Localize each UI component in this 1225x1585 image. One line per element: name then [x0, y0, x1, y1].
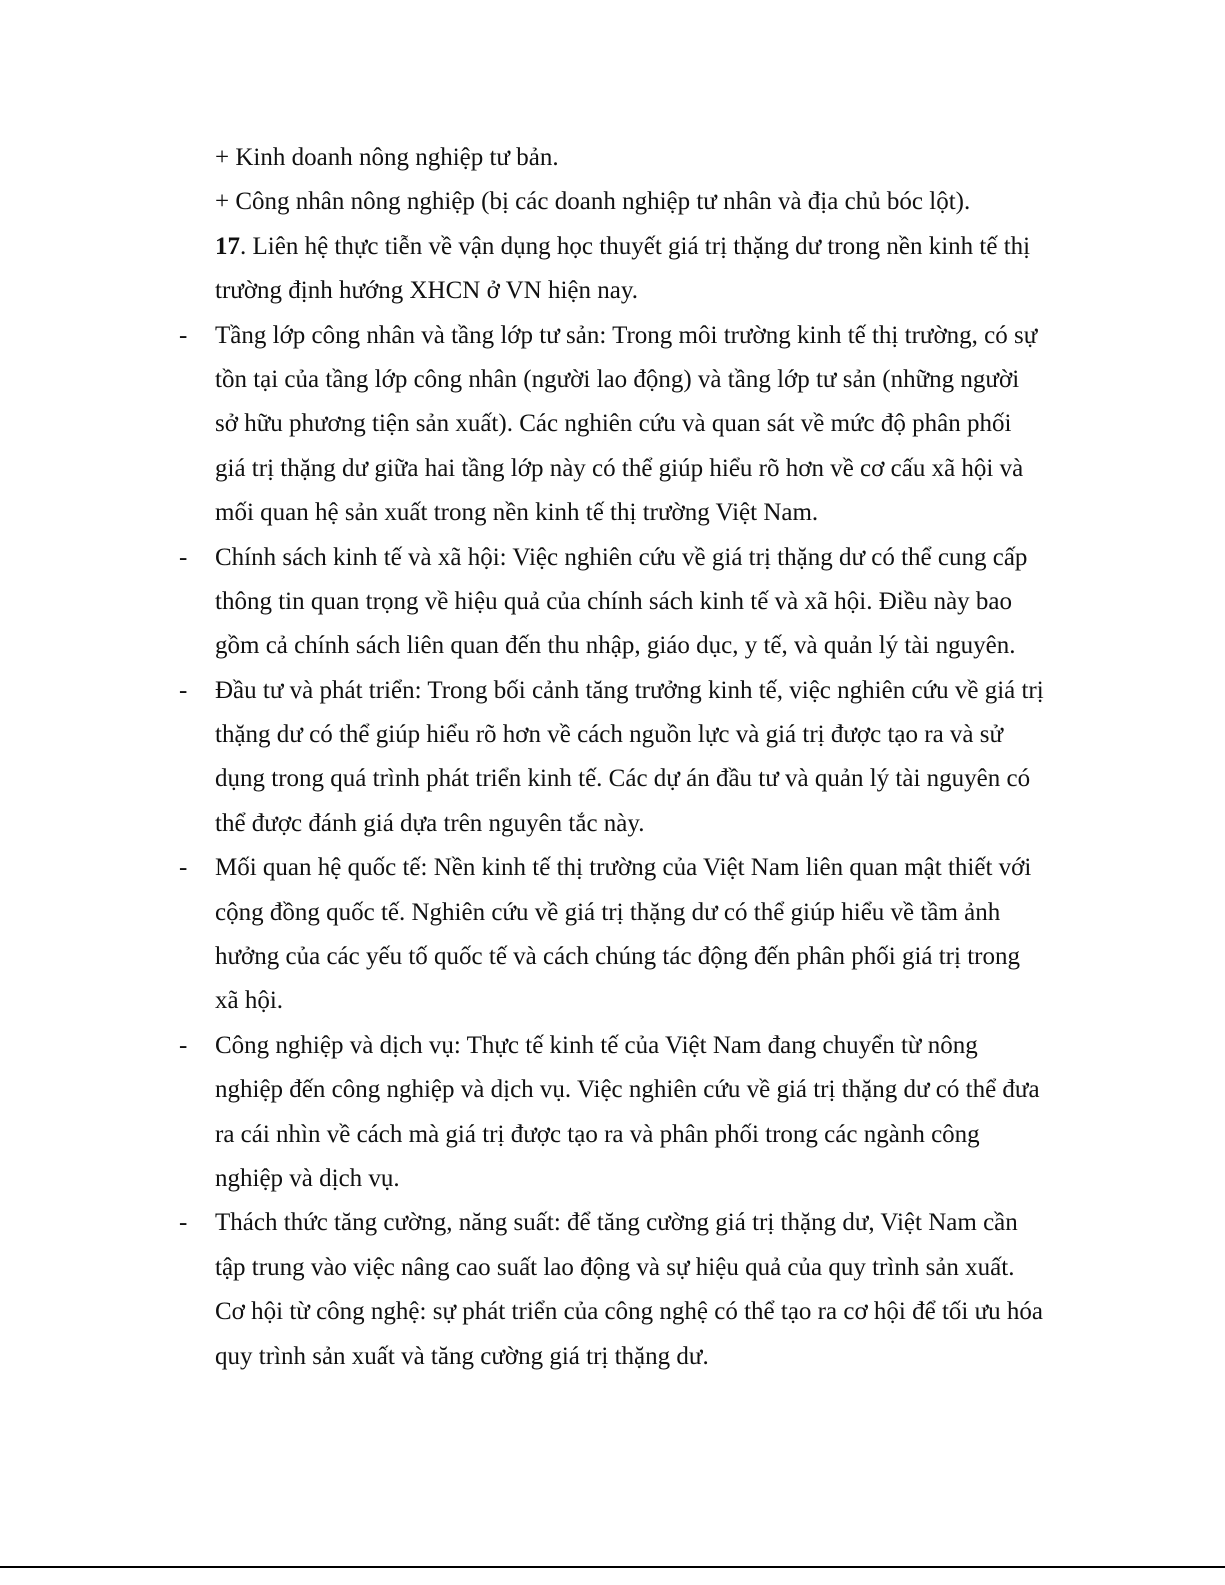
- bullet-item-international: [179, 846, 1075, 1024]
- bullet-dash: -: [179, 543, 188, 571]
- bullet-line: sở hữu phương tiện sản xuất). Các nghiên cứu và quan sát về mức độ phân phối: [215, 410, 1012, 438]
- bullet-dash: -: [179, 1209, 188, 1237]
- bullet-line: nghiệp và dịch vụ.: [215, 1164, 400, 1192]
- bullet-item-investment: [179, 669, 1075, 847]
- bullet-line: gồm cả chính sách liên quan đến thu nhập, giáo dục, y tế, và quản lý tài nguyên.: [215, 632, 1016, 660]
- bullet-line: dụng trong quá trình phát triển kinh tế. Các dự án đầu tư và quản lý tài nguyên có: [215, 765, 1031, 793]
- bullet-line: hưởng của các yếu tố quốc tế và cách chúng tác động đến phân phối giá trị trong: [215, 943, 1020, 971]
- bullet-item-industry-services: [179, 1024, 1075, 1202]
- bullet-line: quy trình sản xuất và tăng cường giá trị thặng dư.: [215, 1342, 709, 1370]
- bullet-line: tồn tại của tầng lớp công nhân (người lao động) và tầng lớp tư sản (những người: [215, 365, 1020, 393]
- intro-line: + Công nhân nông nghiệp (bị các doanh nghiệp tư nhân và địa chủ bóc lột).: [215, 188, 971, 216]
- bullet-line: Công nghiệp và dịch vụ: Thực tế kinh tế của Việt Nam đang chuyển từ nông: [215, 1031, 978, 1059]
- section-heading: [215, 225, 1075, 314]
- bullet-line: mối quan hệ sản xuất trong nền kinh tế thị trường Việt Nam.: [215, 499, 819, 527]
- bullet-line: thể được đánh giá dựa trên nguyên tắc này.: [215, 809, 645, 837]
- document-body: [179, 136, 1075, 1379]
- bullet-dash: -: [179, 321, 188, 349]
- bullet-line: thông tin quan trọng về hiệu quả của chính sách kinh tế và xã hội. Điều này bao: [215, 587, 1013, 615]
- bullet-dash: -: [179, 854, 188, 882]
- bullet-line: tập trung vào việc nâng cao suất lao động và sự hiệu quả của quy trình sản xuất.: [215, 1253, 1015, 1281]
- bullet-line: Tầng lớp công nhân và tầng lớp tư sản: Trong môi trường kinh tế thị trường, có sự: [215, 321, 1038, 349]
- bullet-item-productivity: [179, 1201, 1075, 1379]
- intro-line: + Kinh doanh nông nghiệp tư bản.: [215, 144, 559, 171]
- bullet-line: xã hội.: [215, 987, 284, 1015]
- bullet-line: Mối quan hệ quốc tế: Nền kinh tế thị trường của Việt Nam liên quan mật thiết với: [215, 854, 1032, 882]
- bullet-line: Thách thức tăng cường, năng suất: để tăng cường giá trị thặng dư, Việt Nam cần: [215, 1209, 1018, 1237]
- heading-line: [215, 225, 1075, 269]
- bullet-line: nghiệp đến công nghiệp và dịch vụ. Việc nghiên cứu về giá trị thặng dư có thể đưa: [215, 1076, 1040, 1104]
- bullet-item-policy: [179, 536, 1075, 669]
- bullet-line: Đầu tư và phát triển: Trong bối cảnh tăng trưởng kinh tế, việc nghiên cứu về giá trị: [215, 676, 1044, 704]
- bullet-dash: -: [179, 676, 188, 704]
- heading-text: . Liên hệ thực tiễn về vận dụng học thuyết giá trị thặng dư trong nền kinh tế thị: [240, 232, 1031, 260]
- bullet-item-class-structure: [179, 314, 1075, 536]
- page-bottom-rule: [0, 1566, 1225, 1568]
- bullet-line: cộng đồng quốc tế. Nghiên cứu về giá trị thặng dư có thể giúp hiểu về tầm ảnh: [215, 898, 1001, 926]
- bullet-line: thặng dư có thể giúp hiểu rõ hơn về cách nguồn lực và giá trị được tạo ra và sử: [215, 721, 1004, 749]
- bullet-dash: -: [179, 1031, 188, 1059]
- heading-line: trường định hướng XHCN ở VN hiện nay.: [215, 277, 638, 305]
- bullet-line: ra cái nhìn về cách mà giá trị được tạo ra và phân phối trong các ngành công: [215, 1120, 980, 1148]
- bullet-line: Chính sách kinh tế và xã hội: Việc nghiên cứu về giá trị thặng dư có thể cung cấp: [215, 543, 1028, 571]
- bullet-line: Cơ hội từ công nghệ: sự phát triển của công nghệ có thể tạo ra cơ hội để tối ưu hóa: [215, 1298, 1043, 1326]
- bullet-line: giá trị thặng dư giữa hai tầng lớp này có thể giúp hiểu rõ hơn về cơ cấu xã hội và: [215, 454, 1024, 482]
- heading-number: 17: [215, 232, 240, 260]
